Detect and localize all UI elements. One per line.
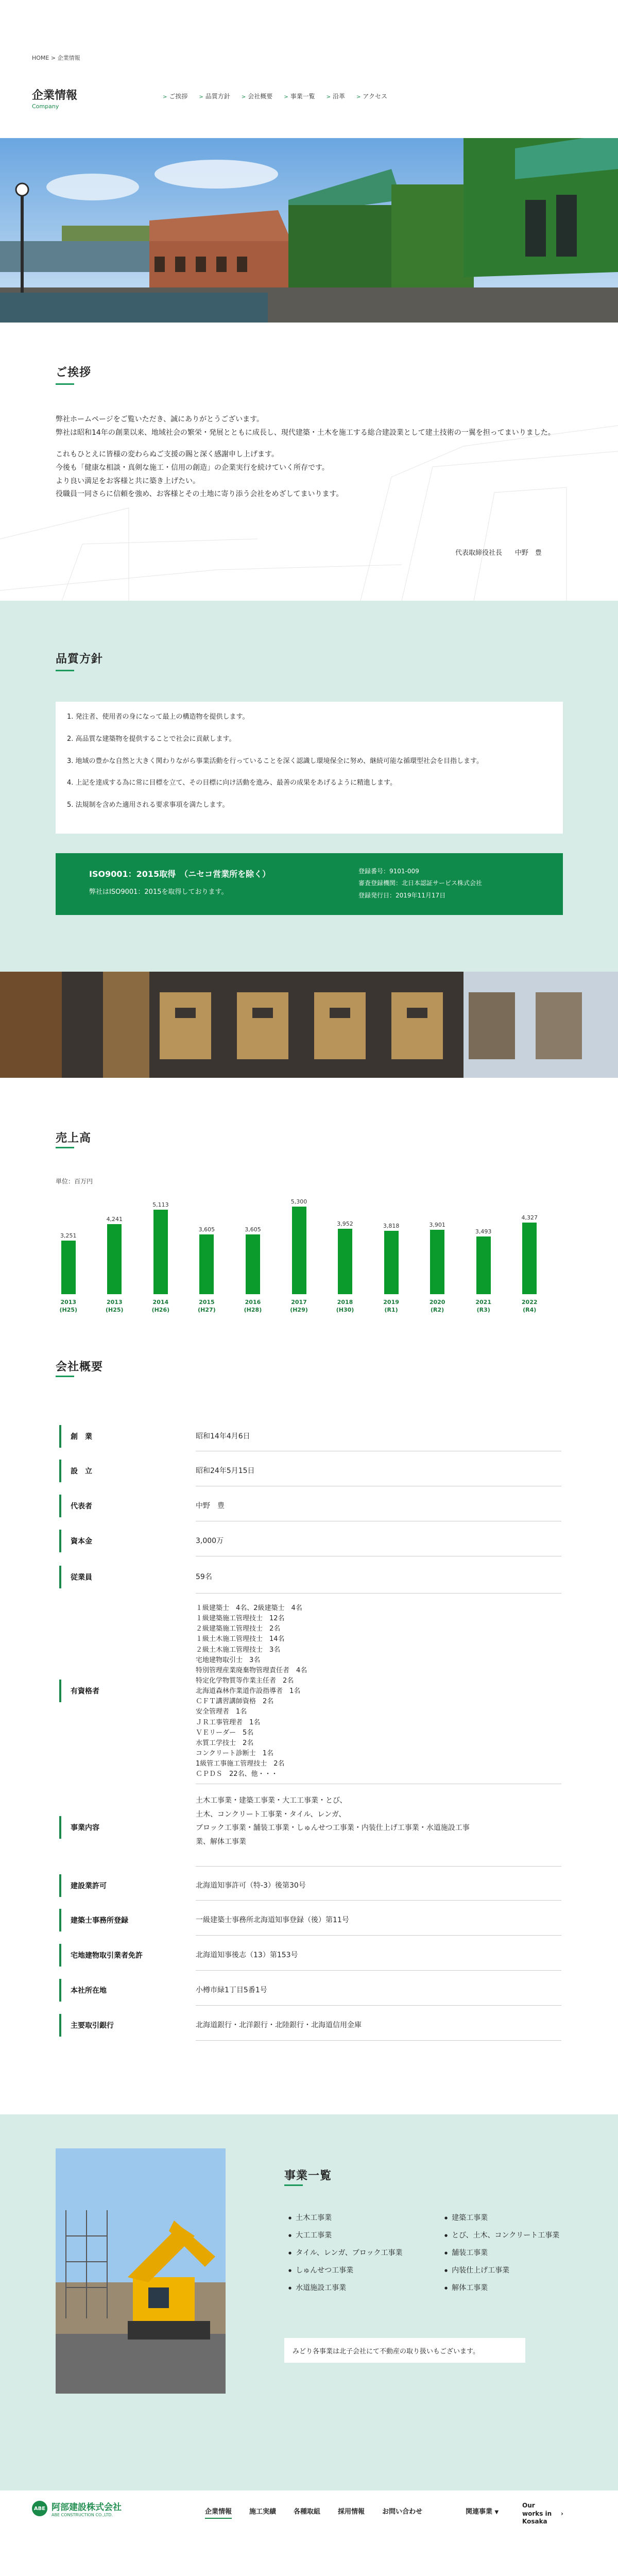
sales-bar (384, 1231, 399, 1294)
bullet-icon: ● (288, 2286, 292, 2290)
overview-row-label: 代表者 (59, 1495, 149, 1517)
overview-row-label: 建築士事務所登録 (59, 1909, 149, 1931)
sales-bar-year: 2018 (H30) (336, 1299, 354, 1314)
overview-row-divider (196, 2040, 561, 2041)
overview-row-label: 建設業許可 (59, 1874, 149, 1897)
overview-row-label: 主要取引銀行 (59, 2014, 149, 2037)
company-logo[interactable]: ABE 阿部建設株式会社 ABE CONSTRUCTION CO.,LTD. (32, 2500, 122, 2517)
sales-bar-value: 3,952 (337, 1220, 353, 1227)
sales-bar-year: 2013 (H25) (106, 1299, 124, 1314)
overview-row-divider (196, 1866, 561, 1867)
business-item: ● 大工工事業 (288, 2231, 332, 2240)
business-item: ● とび、土木、コンクリート工事業 (444, 2231, 560, 2240)
business-item: ● 土木工事業 (288, 2214, 332, 2222)
bullet-icon: ● (444, 2233, 448, 2238)
related-business-dropdown[interactable]: 関連事業 ▼ (466, 2508, 499, 2516)
business-item: ● しゅんせつ工事業 (288, 2266, 354, 2275)
top-nav-item[interactable]: > 会社概要 (241, 93, 273, 100)
business-title-rule (284, 2184, 303, 2186)
greeting-line: これもひとえに皆様の変わらぬご支援の賜と深く感謝申し上げます。 (56, 450, 279, 459)
overview-row-divider (196, 1970, 561, 1971)
overview-row-value: 昭和24年5月15日 (196, 1467, 255, 1475)
greeting-signature: 代表取締役社長 中野 豊 (455, 549, 542, 557)
sales-bar-value: 5,113 (152, 1201, 169, 1208)
overview-row-label: 本社所在地 (59, 1979, 149, 2002)
chevron-down-icon: ▼ (494, 2510, 499, 2515)
quality-item: 5. 法規制を含めた適用される要求事項を満たします。 (67, 801, 229, 809)
greeting-section (0, 323, 618, 601)
sales-bar-year: 2017 (H29) (290, 1299, 308, 1314)
business-image (56, 2148, 226, 2394)
history-section (0, 2534, 618, 2576)
sign-photo (0, 972, 618, 1078)
sales-bar (246, 1234, 260, 1294)
sticky-nav-item[interactable]: 採用情報 (338, 2508, 365, 2516)
overview-row-value: １級建築士 4名、2級建築士 4名 １級建築施工管理技士 12名 ２級建築施工管理技士 2名 １級土木施工管理技士 14名 ２級土木施工管理技士 3名 宅地建物取引士 3名 特別管理産業廃棄物管理責任者 4名 特定化学物質等作業主任者 2名 北海道森林作業道作設指導者 1名 ＣＦＴ講習講師資格 2名 安全管理者 1名 ＪＲ工事管理者 1名 ＶＥリーダー 5名 水質工学技士 2名 コンクリート診断士 1名 1級管工事施工管理技士 2名 ＣＰＤＳ 22名、他・・・ (196, 1604, 307, 1778)
quality-list-box (56, 702, 563, 834)
overview-row-label: 有資格者 (59, 1680, 149, 1702)
overview-row-label: 資本金 (59, 1530, 149, 1552)
top-nav (163, 92, 387, 100)
overview-row-label: 設 立 (59, 1460, 149, 1482)
sales-title-rule (56, 1147, 74, 1148)
sales-bar-value: 4,327 (521, 1214, 538, 1221)
top-nav-item[interactable]: > 品質方針 (199, 93, 230, 100)
sales-bar-year: 2020 (R2) (429, 1299, 445, 1314)
sales-bar-value: 3,901 (429, 1221, 445, 1228)
top-nav-item[interactable]: > アクセス (356, 93, 388, 100)
overview-row-label: 従業員 (59, 1566, 149, 1588)
top-nav-item[interactable]: > 事業一覧 (284, 93, 315, 100)
sales-title: 売上高 (56, 1132, 92, 1145)
overview-row-divider (196, 2005, 561, 2006)
sales-bar (199, 1234, 214, 1294)
chevron-right-icon: > (284, 94, 288, 100)
sales-bar (522, 1223, 537, 1294)
greeting-line: より良い満足をお客様と共に築き上げたい。 (56, 477, 200, 485)
sticky-nav-item[interactable]: 施工実績 (249, 2508, 277, 2516)
greeting-title: ご挨拶 (56, 366, 92, 379)
sales-bar-year: 2016 (H28) (244, 1299, 262, 1314)
business-section (0, 2114, 618, 2490)
sales-bar (338, 1229, 352, 1294)
sticky-nav (0, 2490, 618, 2534)
greeting-line: 役職員一同さらに信頼を強め、お客様とその土地に寄り添う会社をめざしてまいります。 (56, 490, 344, 499)
sales-bar (153, 1210, 168, 1294)
overview-row-value: 土木工事業・建築工事業・大工工事業・とび、 土木、コンクリート工事業・タイル、レンガ、 ブロック工事業・舗装工事業・しゅんせつ工事業・内装仕上げ工事業・水道施設工事 業、解体工事業 (196, 1797, 470, 1846)
quality-item: 3. 地域の豊かな自然と大きく関わりながら事業活動を行っていることを深く認識し環境保全に努め、継続可能な循環型社会を目指します。 (67, 757, 483, 765)
sales-bar-year: 2014 (H26) (151, 1299, 170, 1314)
arrow-right-icon: › (561, 2510, 563, 2517)
business-item: ● タイル、レンガ、ブロック工事業 (288, 2249, 403, 2257)
business-title: 事業一覧 (284, 2170, 332, 2182)
sticky-nav-item[interactable]: 各種取組 (294, 2508, 321, 2516)
page-subtitle: Company (32, 103, 59, 110)
sales-bar (430, 1230, 444, 1294)
overview-title: 会社概要 (56, 1361, 104, 1374)
top-nav-item[interactable]: > ご挨拶 (163, 93, 188, 100)
bullet-icon: ● (444, 2268, 448, 2273)
business-item: ● 舗装工事業 (444, 2249, 488, 2257)
bullet-icon: ● (444, 2286, 448, 2290)
quality-item: 2. 高品質な建築物を提供することで社会に貢献します。 (67, 735, 236, 743)
excavator-photo (56, 2148, 226, 2394)
bullet-icon: ● (288, 2216, 292, 2220)
sales-bar-year: 2013 (H25) (59, 1299, 78, 1314)
quality-title: 品質方針 (56, 653, 104, 666)
logo-mark-icon: ABE (32, 2501, 47, 2516)
overview-row-value: 北海道知事許可（特-3）後第30号 (196, 1882, 306, 1890)
overview-row-label: 宅地建物取引業者免許 (59, 1944, 149, 1967)
breadcrumb-current: 企業情報 (57, 55, 80, 61)
quality-item: 4. 上記を達成する為に常に目標を立て、その目標に向け活動を進み、最善の成果をあげるように精進します。 (67, 779, 397, 787)
sales-bar-year: 2019 (R1) (383, 1299, 399, 1314)
sales-section (0, 1078, 618, 1346)
hero-scene (0, 138, 618, 323)
iso-title: ISO9001：2015取得 （ニセコ営業所を除く） (89, 869, 271, 879)
sales-bar-value: 3,605 (198, 1226, 215, 1233)
sales-bar-year: 2022 (R4) (521, 1299, 538, 1314)
greeting-line: 弊社ホームページをご覧いただき、誠にありがとうございます。 (56, 415, 264, 423)
overview-title-rule (56, 1376, 74, 1377)
sales-bar-year: 2021 (R3) (475, 1299, 491, 1314)
sales-chart (56, 1191, 563, 1335)
overview-row-value: 一級建築士事務所北海道知事登録（後）第11号 (196, 1916, 349, 1924)
page-title: 企業情報 (32, 89, 78, 102)
quality-section (0, 601, 618, 972)
sales-bar (61, 1241, 76, 1294)
greeting-title-rule (56, 383, 74, 385)
sales-bar-value: 3,251 (60, 1232, 77, 1239)
bullet-icon: ● (444, 2251, 448, 2255)
business-item: ● 解体工事業 (444, 2284, 488, 2292)
greeting-line (56, 440, 565, 448)
overview-row-value: 3,000万 (196, 1537, 224, 1545)
chevron-right-icon: > (326, 94, 331, 100)
sales-bar (292, 1207, 306, 1294)
chevron-right-icon: > (163, 94, 167, 100)
iso-details: 登録番号：9101-009 審査登録機関：北日本認証サービス株式会社 登録発行日：2019年11月17日 (358, 868, 483, 899)
chevron-right-icon: > (356, 94, 361, 100)
sales-bar-value: 3,818 (383, 1223, 400, 1230)
sticky-nav-item[interactable]: お問い合わせ (382, 2508, 423, 2516)
bullet-icon: ● (288, 2251, 292, 2255)
overview-row-value: 北海道知事後志（13）第153号 (196, 1951, 298, 1959)
sales-bar-value: 3,493 (475, 1228, 492, 1235)
business-note: みどり各事業は北子会社にて不動産の取り扱いもございます。 (284, 2338, 525, 2363)
quality-item: 1. 発注者、使用者の身になって最上の構造物を提供します。 (67, 713, 249, 721)
overview-row-value: 59名 (196, 1573, 212, 1581)
business-item: ● 内装仕上げ工事業 (444, 2266, 510, 2275)
overview-row-value: 小樽市緑1丁目5番1号 (196, 1986, 267, 1994)
greeting-body (56, 413, 565, 501)
overview-section (0, 1346, 618, 1706)
overview-row-value: 北海道銀行・北洋銀行・北陸銀行・北海道信用金庫 (196, 2021, 362, 2029)
overview-row-value: 昭和14年4月6日 (196, 1432, 250, 1440)
sales-unit: 単位：百万円 (56, 1178, 93, 1185)
bullet-icon: ● (288, 2233, 292, 2238)
overview-row-label: 事業内容 (59, 1816, 149, 1839)
quality-title-rule (56, 670, 74, 671)
sticky-nav-items (205, 2506, 422, 2519)
sales-bar-value: 4,241 (106, 1215, 123, 1223)
overview-row-value: 中野 豊 (196, 1502, 225, 1510)
overview-row-divider (196, 1935, 561, 1936)
sales-bar (107, 1224, 122, 1294)
building-sign-image (0, 972, 618, 1078)
business-item: ● 建築工事業 (444, 2214, 488, 2222)
bullet-icon: ● (288, 2268, 292, 2273)
sales-bar-value: 3,605 (245, 1226, 261, 1233)
greeting-line: 弊社は昭和14年の創業以来、地域社会の繁栄・発展とともに成長し、現代建築・土木を施工する総合建設業として建土技術の一翼を担ってまいりました。 (56, 428, 555, 437)
overview-row-divider (196, 1900, 561, 1901)
iso-subtitle: 弊社はISO9001：2015を取得しております。 (89, 888, 228, 896)
chevron-right-icon: > (241, 94, 246, 100)
breadcrumb: HOME > 企業情報 (32, 55, 80, 61)
sticky-nav-item[interactable]: 企業情報 (205, 2506, 232, 2519)
our-works-link[interactable]: Our works in Kosaka › (522, 2502, 563, 2526)
hero-image (0, 138, 618, 323)
breadcrumb-home[interactable]: HOME (32, 55, 49, 61)
sales-bar-value: 5,300 (290, 1198, 307, 1205)
overview-row-label: 創 業 (59, 1425, 149, 1448)
bullet-icon: ● (444, 2216, 448, 2220)
iso-banner (56, 853, 563, 915)
greeting-line: 今後も「健康な相談・真剣な施工・信用の創造」の企業実行を続けていく所存です。 (56, 463, 329, 472)
top-nav-item[interactable]: > 沿革 (326, 93, 346, 100)
sales-bar-year: 2015 (H27) (198, 1299, 216, 1314)
business-item: ● 水道施設工事業 (288, 2284, 347, 2292)
sales-bar (476, 1236, 491, 1294)
chevron-right-icon: > (199, 94, 203, 100)
